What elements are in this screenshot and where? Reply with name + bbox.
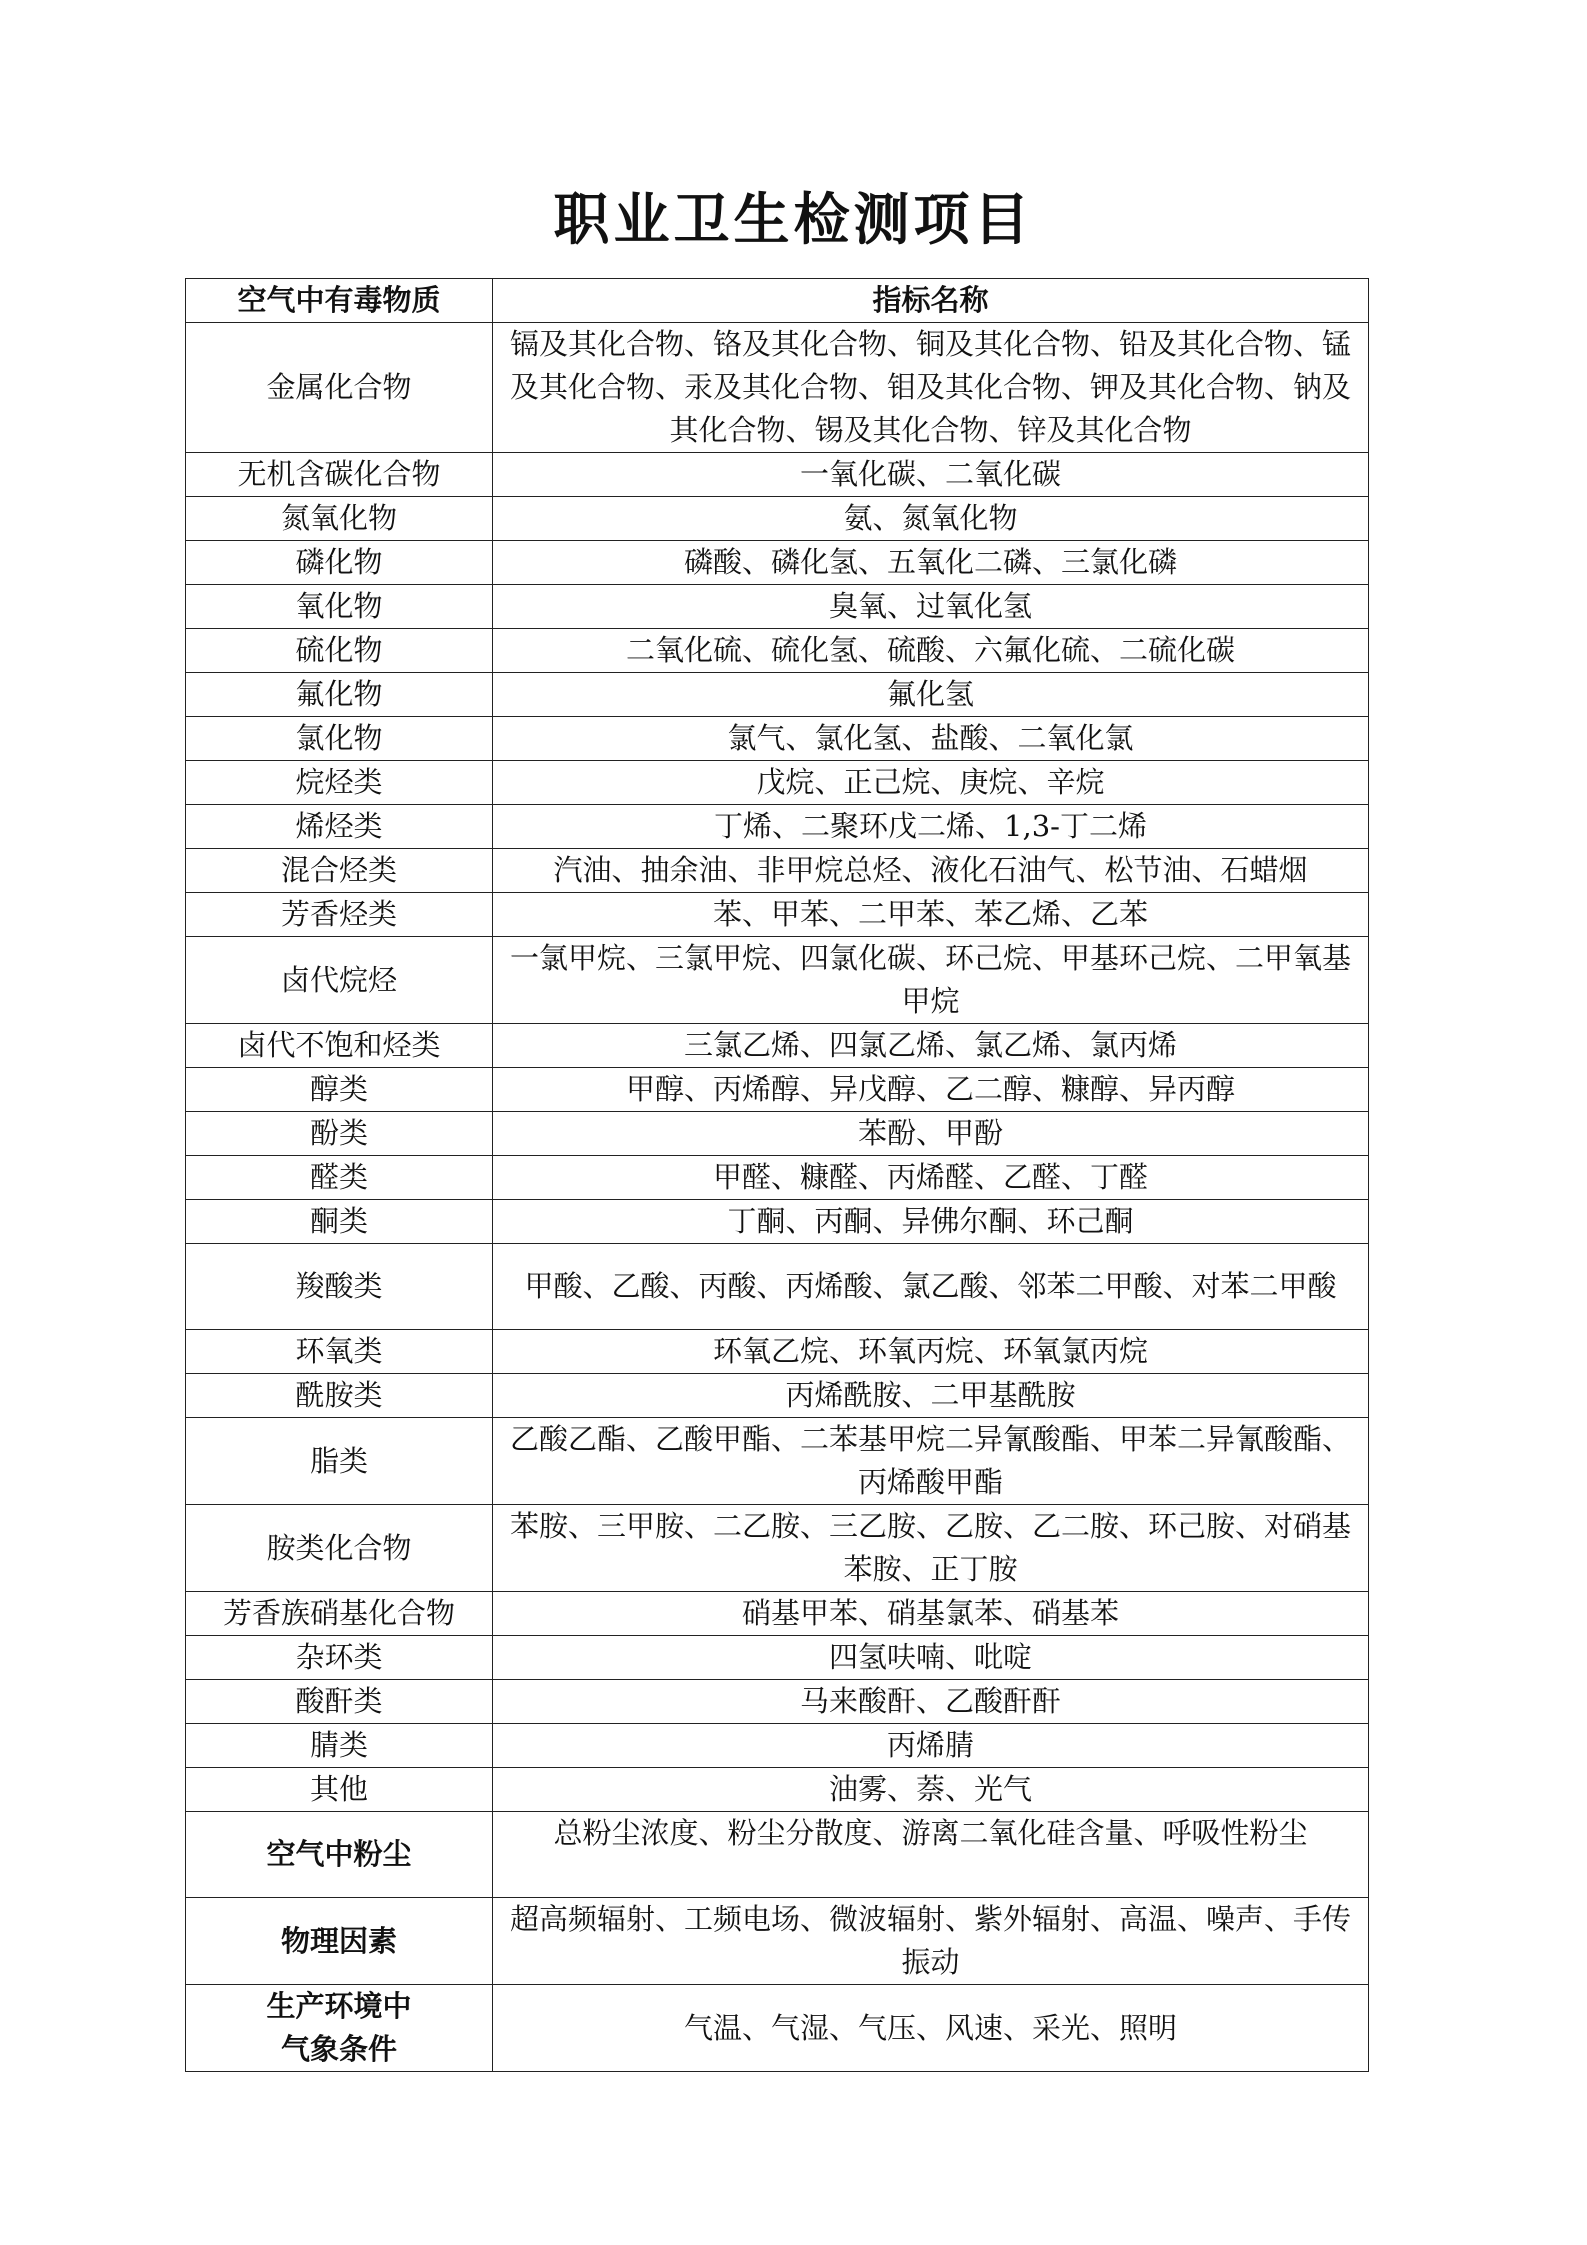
table-row: [186, 1768, 1369, 1812]
category-cell: 磷化物: [186, 541, 493, 585]
category-cell: 无机含碳化合物: [186, 453, 493, 497]
category-cell: 杂环类: [186, 1636, 493, 1680]
table-row: [186, 1680, 1369, 1724]
table-row: [186, 1636, 1369, 1680]
table-row: [186, 323, 1369, 453]
header-category: 空气中有毒物质: [186, 279, 493, 323]
items-cell: 丁酮、丙酮、异佛尔酮、环己酮: [493, 1200, 1369, 1244]
items-cell: 戊烷、正己烷、庚烷、辛烷: [493, 761, 1369, 805]
items-cell: 一氯甲烷、三氯甲烷、四氯化碳、环己烷、甲基环己烷、二甲氧基甲烷: [493, 937, 1369, 1024]
table-row: [186, 761, 1369, 805]
items-cell: 氯气、氯化氢、盐酸、二氧化氯: [493, 717, 1369, 761]
category-cell: 金属化合物: [186, 323, 493, 453]
items-cell: 油雾、萘、光气: [493, 1768, 1369, 1812]
table-row: [186, 497, 1369, 541]
category-cell: 烷烃类: [186, 761, 493, 805]
items-cell: 磷酸、磷化氢、五氧化二磷、三氯化磷: [493, 541, 1369, 585]
category-cell: 腈类: [186, 1724, 493, 1768]
table-row: [186, 849, 1369, 893]
table-row: [186, 1724, 1369, 1768]
dust-row: [186, 1812, 1369, 1898]
category-cell: 醇类: [186, 1068, 493, 1112]
category-cell: 醛类: [186, 1156, 493, 1200]
meteo-row: [186, 1985, 1369, 2072]
page-title: 职业卫生检测项目: [553, 187, 1034, 253]
category-cell: 酮类: [186, 1200, 493, 1244]
items-cell: 丁烯、二聚环戊二烯、1,3-丁二烯: [493, 805, 1369, 849]
dust-category-cell: 空气中粉尘: [186, 1812, 493, 1898]
category-cell: 酚类: [186, 1112, 493, 1156]
category-cell: 混合烃类: [186, 849, 493, 893]
category-cell: 酰胺类: [186, 1374, 493, 1418]
table-row: [186, 453, 1369, 497]
table-row: [186, 1200, 1369, 1244]
items-cell: 氨、氮氧化物: [493, 497, 1369, 541]
items-cell: 臭氧、过氧化氢: [493, 585, 1369, 629]
table-row: [186, 893, 1369, 937]
category-cell: 氧化物: [186, 585, 493, 629]
items-cell: 甲醛、糠醛、丙烯醛、乙醛、丁醛: [493, 1156, 1369, 1200]
items-cell: 环氧乙烷、环氧丙烷、环氧氯丙烷: [493, 1330, 1369, 1374]
meteo-items-cell: 气温、气湿、气压、风速、采光、照明: [493, 1985, 1369, 2072]
items-cell: 一氧化碳、二氧化碳: [493, 453, 1369, 497]
items-cell: 苯酚、甲酚: [493, 1112, 1369, 1156]
items-cell: 丙烯酰胺、二甲基酰胺: [493, 1374, 1369, 1418]
items-cell: 马来酸酐、乙酸酐酐: [493, 1680, 1369, 1724]
items-cell: 镉及其化合物、铬及其化合物、铜及其化合物、铅及其化合物、锰及其化合物、汞及其化合物、钼及其化合物、钾及其化合物、钠及其化合物、锡及其化合物、锌及其化合物: [493, 323, 1369, 453]
category-cell: 氟化物: [186, 673, 493, 717]
items-cell: 氟化氢: [493, 673, 1369, 717]
category-cell: 氯化物: [186, 717, 493, 761]
table-row: [186, 1156, 1369, 1200]
items-cell: 苯、甲苯、二甲苯、苯乙烯、乙苯: [493, 893, 1369, 937]
items-cell: 四氢呋喃、吡啶: [493, 1636, 1369, 1680]
table-row: [186, 805, 1369, 849]
table-row: [186, 585, 1369, 629]
table-row: [186, 541, 1369, 585]
category-cell: 酸酐类: [186, 1680, 493, 1724]
items-cell: 乙酸乙酯、乙酸甲酯、二苯基甲烷二异氰酸酯、甲苯二异氰酸酯、丙烯酸甲酯: [493, 1418, 1369, 1505]
category-cell: 芳香族硝基化合物: [186, 1592, 493, 1636]
meteo-category-line1: 生产环境中: [266, 1989, 412, 2023]
category-cell: 芳香烃类: [186, 893, 493, 937]
category-cell: 环氧类: [186, 1330, 493, 1374]
physical-category-cell: 物理因素: [186, 1898, 493, 1985]
category-cell: 硫化物: [186, 629, 493, 673]
meteo-category-line2: 气象条件: [280, 2032, 397, 2066]
table-row: [186, 1505, 1369, 1592]
table-row: [186, 717, 1369, 761]
table-row: [186, 1592, 1369, 1636]
items-cell: 三氯乙烯、四氯乙烯、氯乙烯、氯丙烯: [493, 1024, 1369, 1068]
table-header-row: [186, 279, 1369, 323]
items-cell: 汽油、抽余油、非甲烷总烃、液化石油气、松节油、石蜡烟: [493, 849, 1369, 893]
items-cell: 甲醇、丙烯醇、异戊醇、乙二醇、糠醇、异丙醇: [493, 1068, 1369, 1112]
table-row: [186, 1330, 1369, 1374]
table-row: [186, 673, 1369, 717]
table-row: [186, 1418, 1369, 1505]
category-cell: 氮氧化物: [186, 497, 493, 541]
meteo-category-cell: [186, 1985, 493, 2072]
table-row: [186, 937, 1369, 1024]
items-cell: 硝基甲苯、硝基氯苯、硝基苯: [493, 1592, 1369, 1636]
items-cell: 丙烯腈: [493, 1724, 1369, 1768]
category-cell: 卤代烷烃: [186, 937, 493, 1024]
table-row: [186, 1068, 1369, 1112]
category-cell: 其他: [186, 1768, 493, 1812]
category-cell: 胺类化合物: [186, 1505, 493, 1592]
category-cell: 脂类: [186, 1418, 493, 1505]
items-cell: 苯胺、三甲胺、二乙胺、三乙胺、乙胺、乙二胺、环己胺、对硝基苯胺、正丁胺: [493, 1505, 1369, 1592]
items-cell: 甲酸、乙酸、丙酸、丙烯酸、氯乙酸、邻苯二甲酸、对苯二甲酸: [493, 1244, 1369, 1330]
table-row: [186, 1112, 1369, 1156]
table-row: [186, 1374, 1369, 1418]
category-cell: 烯烃类: [186, 805, 493, 849]
items-cell: 二氧化硫、硫化氢、硫酸、六氟化硫、二硫化碳: [493, 629, 1369, 673]
physical-row: [186, 1898, 1369, 1985]
detection-items-table: [185, 278, 1369, 2072]
category-cell: 卤代不饱和烃类: [186, 1024, 493, 1068]
category-cell: 羧酸类: [186, 1244, 493, 1330]
table-row: [186, 629, 1369, 673]
header-indicator-name: 指标名称: [493, 279, 1369, 323]
physical-items-cell: 超高频辐射、工频电场、微波辐射、紫外辐射、高温、噪声、手传振动: [493, 1898, 1369, 1985]
table-row: [186, 1244, 1369, 1330]
toxic-substances-body: [186, 323, 1369, 2072]
dust-items-cell: 总粉尘浓度、粉尘分散度、游离二氧化硅含量、呼吸性粉尘: [493, 1812, 1369, 1898]
table-row: [186, 1024, 1369, 1068]
